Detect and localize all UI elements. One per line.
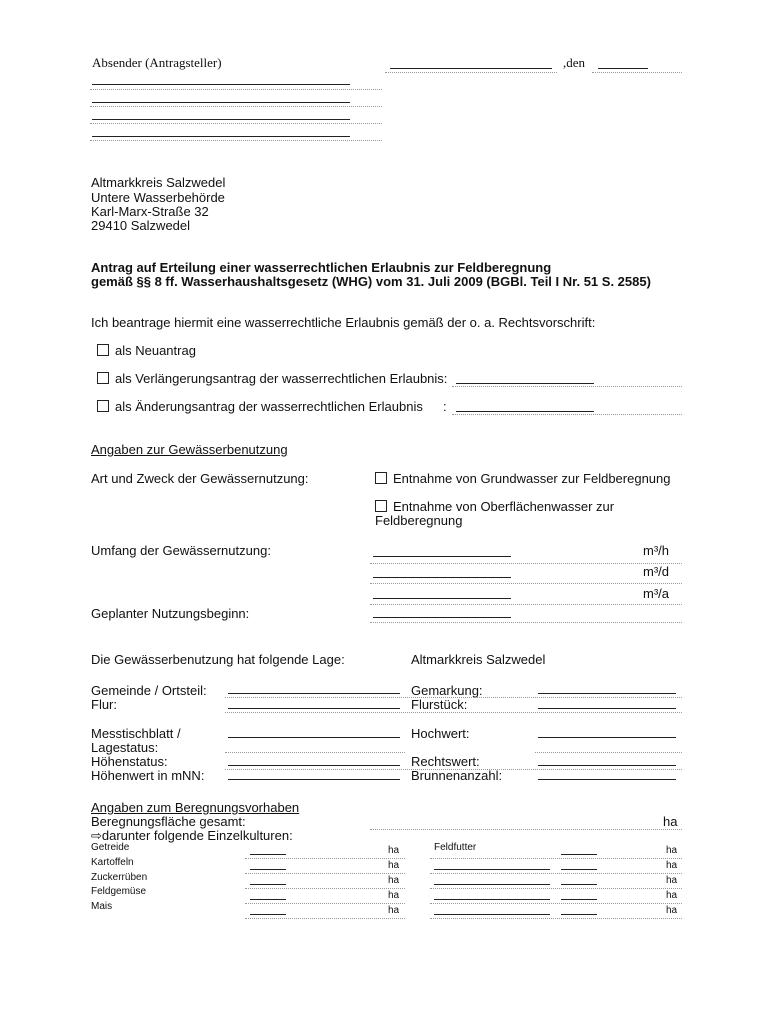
messtischblatt-field[interactable] — [228, 737, 400, 738]
crop-unit: ha — [666, 890, 678, 901]
beginn-field[interactable] — [373, 617, 511, 618]
crop-dotline — [430, 918, 682, 919]
crop-field[interactable] — [250, 899, 286, 900]
sender-dot-2 — [90, 106, 382, 107]
gemeinde-field[interactable] — [228, 693, 400, 694]
hoehenwert-field[interactable] — [228, 779, 400, 780]
brunnenanzahl-field[interactable] — [538, 779, 676, 780]
umfang-d-dotline — [370, 583, 682, 584]
crop-label: Zuckerrüben — [91, 872, 148, 883]
flur-label: Flur: — [91, 697, 117, 712]
label-oberflaechenwasser-2: Feldberegnung — [375, 513, 463, 528]
title-line-2: gemäß §§ 8 ff. Wasserhaushaltsgesetz (WHG) vom 31. Juli 2009 (BGBl. Teil I Nr. 51 S. 2585) — [91, 274, 651, 289]
gemarkung-field[interactable] — [538, 693, 676, 694]
flurstueck-field[interactable] — [538, 708, 676, 709]
sender-dot-1 — [90, 89, 382, 90]
gemarkung-label: Gemarkung: — [411, 683, 483, 698]
location-intro: Die Gewässerbenutzung hat folgende Lage: — [91, 652, 345, 667]
crop-field[interactable] — [250, 854, 286, 855]
crop-unit: ha — [388, 890, 400, 901]
crop-unit: ha — [388, 905, 400, 916]
date-dotline — [592, 72, 682, 73]
checkbox-verlaengerung[interactable] — [97, 372, 109, 384]
hoehenstatus-field[interactable] — [228, 765, 400, 766]
brunnenanzahl-label: Brunnenanzahl: — [411, 768, 503, 783]
recipient-line-4: 29410 Salzwedel — [91, 218, 191, 233]
hochwert-field[interactable] — [538, 737, 676, 738]
umfang-h-field[interactable] — [373, 556, 511, 557]
flurstueck-label: Flurstück: — [411, 697, 468, 712]
crop-label: Kartoffeln — [91, 857, 134, 868]
total-area-unit: ha — [663, 814, 678, 829]
crop-field[interactable] — [561, 884, 597, 885]
recipient-line-2: Untere Wasserbehörde — [91, 190, 225, 205]
label-verlaengerung: als Verlängerungsantrag der wasserrechtlichen Erlaubnis: — [115, 371, 448, 386]
sender-dot-4 — [90, 140, 382, 141]
crop-label: Getreide — [91, 842, 130, 853]
checkbox-aenderung[interactable] — [97, 400, 109, 412]
date-label: ,den — [563, 55, 586, 70]
label-neuantrag: als Neuantrag — [115, 343, 196, 358]
crop-unit: ha — [666, 845, 678, 856]
sender-line-3[interactable] — [92, 119, 350, 120]
crop-dotline — [245, 858, 405, 859]
crop-dotline — [245, 888, 405, 889]
sender-line-4[interactable] — [92, 136, 350, 137]
crop-unit: ha — [388, 845, 400, 856]
sender-line-1[interactable] — [92, 84, 350, 85]
beginn-dotline — [370, 622, 682, 623]
hoehenwert-label: Höhenwert in mNN: — [91, 768, 205, 783]
crop-unit: ha — [666, 860, 678, 871]
crop-name-field[interactable] — [434, 899, 550, 900]
crop-name-field[interactable] — [434, 884, 550, 885]
crop-dotline — [430, 873, 682, 874]
crop-unit: ha — [666, 905, 678, 916]
crop-label-feldfutter: Feldfutter — [434, 842, 477, 853]
label-grundwasser: Entnahme von Grundwasser zur Feldberegnung — [393, 471, 671, 486]
checkbox-neuantrag[interactable] — [97, 344, 109, 356]
crop-name-field[interactable] — [434, 869, 550, 870]
unit-m3d: m³/d — [643, 564, 669, 579]
crop-label: Feldgemüse — [91, 886, 147, 897]
hochwert-dotline — [535, 752, 682, 753]
sender-dot-3 — [90, 123, 382, 124]
sender-line-2[interactable] — [92, 102, 350, 103]
umfang-h-dotline — [370, 563, 682, 564]
location-district: Altmarkkreis Salzwedel — [411, 652, 546, 667]
title-line-1: Antrag auf Erteilung einer wasserrechtlichen Erlaubnis zur Feldberegnung — [91, 260, 552, 275]
unit-m3a: m³/a — [643, 586, 669, 601]
crop-label: Mais — [91, 901, 113, 912]
messtischblatt-dotline — [225, 752, 405, 753]
aenderung-dotline — [452, 414, 682, 415]
umfang-label: Umfang der Gewässernutzung: — [91, 543, 271, 558]
umfang-a-field[interactable] — [373, 598, 511, 599]
total-area-dotline — [370, 829, 682, 830]
hochwert-label: Hochwert: — [411, 726, 470, 741]
messtischblatt-label: Messtischblatt / — [91, 726, 181, 741]
crop-field[interactable] — [561, 869, 597, 870]
flur-field[interactable] — [228, 708, 400, 709]
gemeinde-label: Gemeinde / Ortsteil: — [91, 683, 207, 698]
crop-dotline — [245, 873, 405, 874]
crop-unit: ha — [388, 875, 400, 886]
umfang-d-field[interactable] — [373, 577, 511, 578]
recipient-line-3: Karl-Marx-Straße 32 — [91, 204, 209, 219]
crop-field[interactable] — [561, 899, 597, 900]
crop-field[interactable] — [250, 884, 286, 885]
label-aenderung: als Änderungsantrag der wasserrechtlichen Erlaubnis — [115, 399, 423, 414]
intro-text: Ich beantrage hiermit eine wasserrechtliche Erlaubnis gemäß der o. a. Rechtsvorschrift: — [91, 315, 596, 330]
unit-m3h: m³/h — [643, 543, 669, 558]
umfang-a-dotline — [370, 604, 682, 605]
checkbox-oberflaechenwasser[interactable] — [375, 500, 387, 512]
place-dotline — [385, 72, 557, 73]
crop-unit: ha — [666, 875, 678, 886]
rechtswert-label: Rechtswert: — [411, 754, 480, 769]
crop-field[interactable] — [250, 869, 286, 870]
date-field[interactable] — [598, 68, 648, 69]
lagestatus-label: Lagestatus: — [91, 740, 159, 755]
aenderung-field[interactable] — [456, 411, 594, 412]
crop-dotline — [245, 918, 405, 919]
crop-field[interactable] — [561, 854, 597, 855]
beginn-label: Geplanter Nutzungsbeginn: — [91, 606, 250, 621]
hoehenstatus-label: Höhenstatus: — [91, 754, 168, 769]
crop-field[interactable] — [561, 914, 597, 915]
crop-field[interactable] — [250, 914, 286, 915]
subcultures-label: ⇨darunter folgende Einzelkulturen: — [91, 828, 293, 843]
total-area-label: Beregnungsfläche gesamt: — [91, 814, 246, 829]
crop-dotline — [430, 903, 682, 904]
crop-dotline — [430, 888, 682, 889]
flur-dotline — [225, 712, 682, 713]
art-label: Art und Zweck der Gewässernutzung: — [91, 471, 309, 486]
crop-name-field[interactable] — [434, 914, 550, 915]
irrigation-heading: Angaben zum Beregnungsvorhaben — [91, 800, 300, 815]
place-field[interactable] — [390, 68, 552, 69]
usage-heading: Angaben zur Gewässerbenutzung — [91, 442, 288, 457]
sender-label: Absender (Antragsteller) — [92, 55, 222, 70]
verlaengerung-dotline — [452, 386, 682, 387]
crop-dotline — [245, 903, 405, 904]
aenderung-colon: : — [443, 399, 447, 414]
rechtswert-field[interactable] — [538, 765, 676, 766]
crop-unit: ha — [388, 860, 400, 871]
label-oberflaechenwasser-1: Entnahme von Oberflächenwasser zur — [393, 499, 615, 514]
checkbox-grundwasser[interactable] — [375, 472, 387, 484]
crop-dotline — [430, 858, 682, 859]
verlaengerung-field[interactable] — [456, 383, 594, 384]
recipient-line-1: Altmarkkreis Salzwedel — [91, 175, 226, 190]
